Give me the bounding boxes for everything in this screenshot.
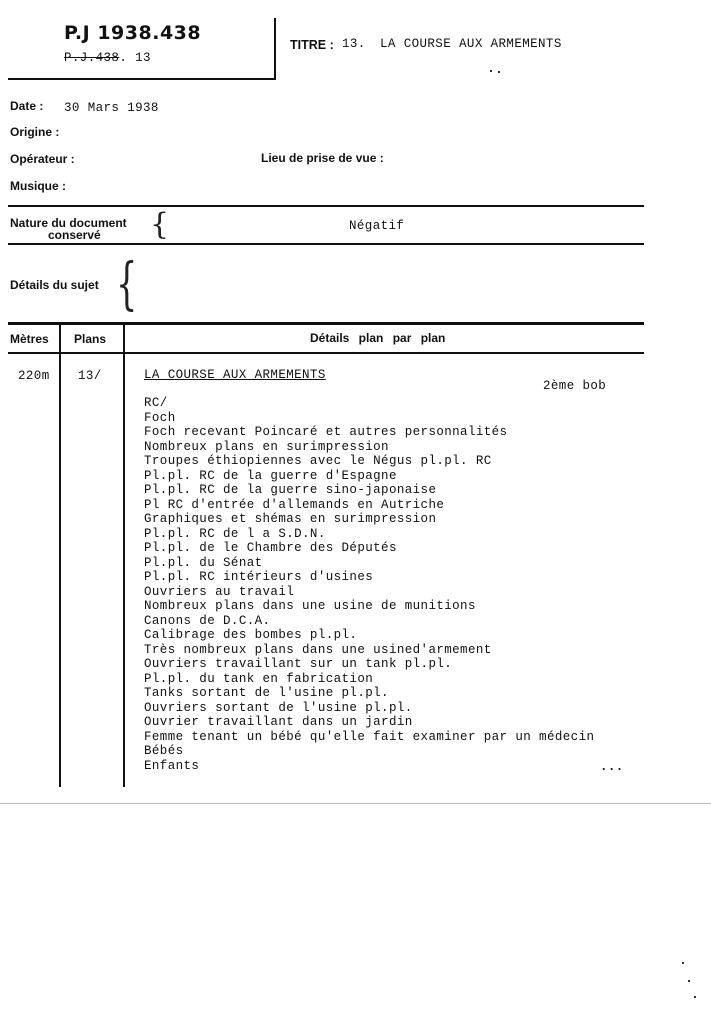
date-value: 30 Mars 1938 xyxy=(64,101,159,115)
header-divider xyxy=(274,18,276,80)
continuation-mark: ... xyxy=(600,760,624,774)
list-item: Tanks sortant de l'usine pl.pl. xyxy=(144,686,389,700)
title-label: TITRE : xyxy=(290,38,334,52)
list-item: Pl RC d'entrée d'allemands en Autriche xyxy=(144,497,445,512)
list-item: Graphiques et shémas en surimpression xyxy=(144,512,437,526)
header-bottom-rule xyxy=(8,78,276,80)
scan-speck xyxy=(490,70,492,72)
nature-label-line1: Nature du document xyxy=(10,216,127,230)
scan-speck xyxy=(682,962,684,964)
metres-value: 220m xyxy=(18,369,50,383)
col-details-header: Détails plan par plan xyxy=(310,331,446,345)
list-item: Ouvriers au travail xyxy=(144,584,295,599)
list-item: Femme tenant un bébé qu'elle fait examiner par un médecin xyxy=(144,729,595,744)
origine-label: Origine : xyxy=(10,125,60,139)
plan-details-list xyxy=(144,396,594,773)
scan-speck xyxy=(498,71,500,73)
col-plans-header: Plans xyxy=(74,332,107,346)
list-item: Pl.pl. de le Chambre des Députés xyxy=(144,541,397,555)
reference-line xyxy=(64,51,151,65)
nature-value: Négatif xyxy=(349,219,405,233)
list-item: Ouvriers travaillant sur un tank pl.pl. xyxy=(144,657,453,671)
list-item: Foch xyxy=(144,410,176,425)
list-item: Pl.pl. du Sénat xyxy=(144,555,263,570)
struck-reference: P.J.438 xyxy=(64,51,120,65)
handwritten-reference: P.J 1938.438 xyxy=(64,22,202,44)
nature-top-rule xyxy=(8,205,644,207)
list-item: Pl.pl. RC de la guerre d'Espagne xyxy=(144,468,397,483)
nature-brace: { xyxy=(150,207,170,242)
nature-bottom-rule xyxy=(8,243,644,245)
list-item: Canons de D.C.A. xyxy=(144,613,271,628)
title-value: LA COURSE AUX ARMEMENTS xyxy=(380,37,562,51)
list-item: Foch recevant Poincaré et autres personnalités xyxy=(144,425,508,439)
list-item: RC/ xyxy=(144,396,168,410)
list-item: Ouvriers sortant de l'usine pl.pl. xyxy=(144,700,413,715)
list-item: Nombreux plans dans une usine de munitions xyxy=(144,599,476,613)
list-item: Bébés xyxy=(144,744,184,758)
table-header-rule xyxy=(8,352,644,354)
list-item: Pl.pl. RC de la guerre sino-japonaise xyxy=(144,483,437,497)
details-sujet-label: Détails du sujet xyxy=(10,278,99,292)
scan-speck xyxy=(694,996,696,998)
list-item: Nombreux plans en surimpression xyxy=(144,439,389,454)
reference-number: . 13 xyxy=(119,51,151,65)
list-item: Ouvrier travaillant dans un jardin xyxy=(144,715,413,729)
section-note: 2ème bob xyxy=(543,379,607,393)
date-label: Date : xyxy=(10,99,44,113)
title-number: 13. xyxy=(342,37,366,51)
plans-value: 13/ xyxy=(78,369,102,383)
details-sujet-brace: { xyxy=(116,252,138,317)
table-top-rule xyxy=(8,322,644,325)
col-metres-header: Mètres xyxy=(10,332,49,346)
faint-scan-line xyxy=(0,803,711,804)
col-divider-2 xyxy=(123,323,125,787)
list-item: Pl.pl. RC intérieurs d'usines xyxy=(144,570,374,584)
scan-speck xyxy=(688,980,690,982)
list-item: Pl.pl. du tank en fabrication xyxy=(144,671,374,686)
list-item: Pl.pl. RC de l a S.D.N. xyxy=(144,526,326,541)
operateur-label: Opérateur : xyxy=(10,152,75,166)
musique-label: Musique : xyxy=(10,179,66,193)
lieu-label: Lieu de prise de vue : xyxy=(261,151,384,165)
list-item: Très nombreux plans dans une usined'armement xyxy=(144,642,492,657)
list-item: Calibrage des bombes pl.pl. xyxy=(144,628,358,642)
list-item: Troupes éthiopiennes avec le Négus pl.pl. RC xyxy=(144,454,492,468)
nature-label-line2: conservé xyxy=(48,228,101,242)
col-divider-1 xyxy=(59,323,61,787)
section-title: LA COURSE AUX ARMEMENTS xyxy=(144,368,326,382)
list-item: Enfants xyxy=(144,758,200,773)
